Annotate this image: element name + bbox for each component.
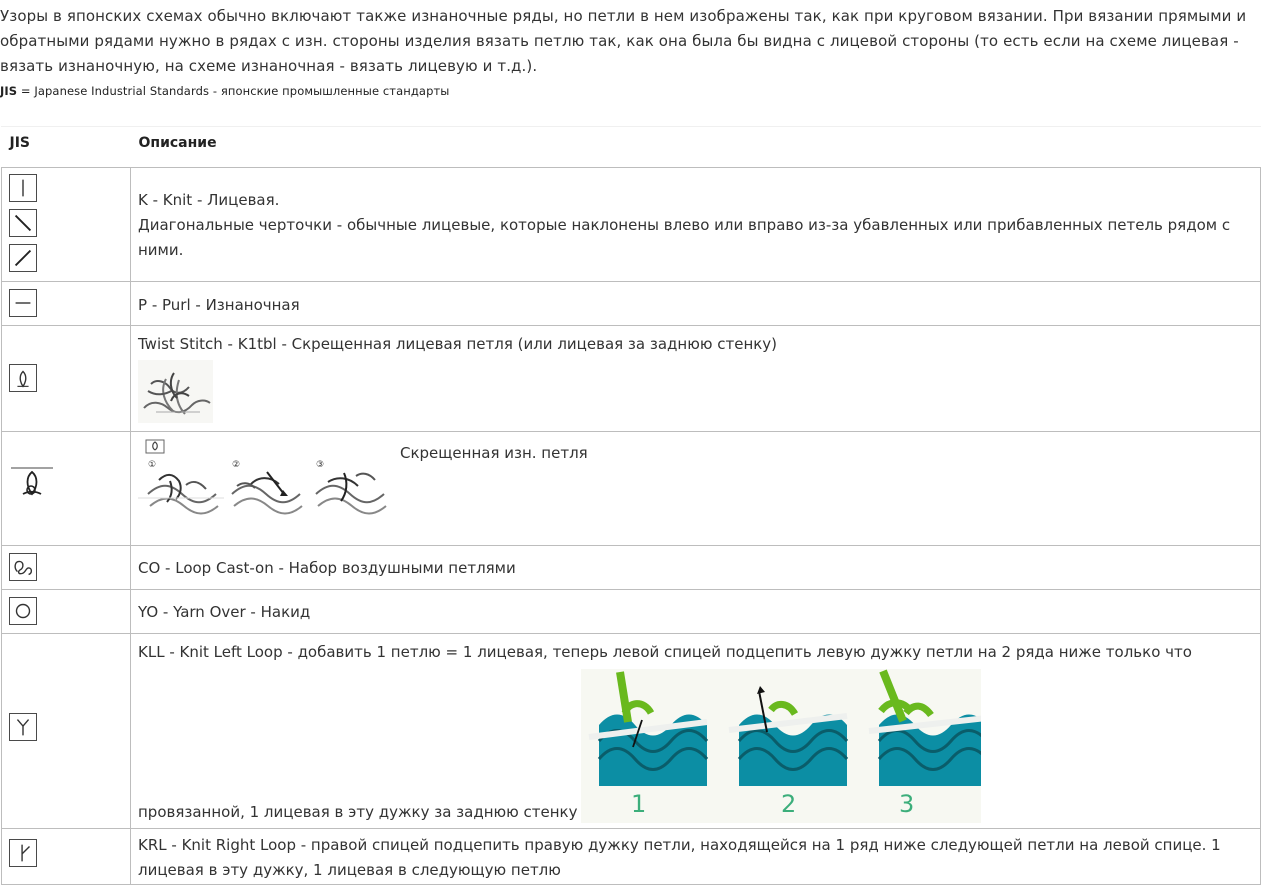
step-label-two: ②	[232, 460, 241, 470]
description-cell	[131, 590, 1261, 634]
step-number-three: 3	[899, 790, 915, 818]
jis-abbreviation: JIS	[0, 84, 18, 98]
table-row	[2, 326, 1261, 432]
jis-definition: = Japanese Industrial Standards - японские промышленные стандарты	[17, 84, 450, 98]
loop-cast-on-description: CO - Loop Cast-on - Набор воздушными петлями	[138, 559, 516, 577]
knit-left-loop-icon	[9, 713, 37, 741]
symbol-cell	[2, 590, 131, 634]
purl-icon	[9, 289, 37, 317]
knit-left-loop-layout	[138, 640, 1252, 825]
intro-paragraph: Узоры в японских схемах обычно включают также изнаночные ряды, но петли в нем изображены так, как при круговом вязании. При вязании прямыми и обратными рядами нужно в рядах с изн. стороны изделия вязать петлю так, как она была бы видна с лицевой стороны (то есть если на схеме лицевая - вязать изнаночную, на схеме изнаночная - вязать лицевую и т.д.).	[0, 7, 1247, 75]
description-cell	[131, 432, 1261, 546]
description-column-header: Описание	[131, 127, 1261, 168]
step-number-one: 1	[631, 790, 647, 818]
loop-cast-on-icon	[9, 553, 37, 581]
table-row	[2, 634, 1261, 829]
symbol-cell	[2, 634, 131, 829]
table-row	[2, 432, 1261, 546]
yarn-over-icon	[9, 597, 37, 625]
knit-right-loop-description: KRL - Knit Right Loop - правой спицей подцепить правую дужку петли, находящейся на 1 ряд ниже следующей петли на левой спице. 1 лицевая в эту дужку, 1 лицевая в следующую петлю	[138, 836, 1221, 879]
purl-twist-step-illustrations	[138, 438, 390, 528]
knit-left-loop-description-bottom: провязанной, 1 лицевая в эту дужку за заднюю стенку	[138, 803, 578, 821]
description-cell	[131, 634, 1261, 829]
purl-twist-description: Скрещенная изн. петля	[400, 444, 588, 462]
symbol-cell	[2, 546, 131, 590]
table-row	[2, 282, 1261, 326]
symbol-cell	[2, 432, 131, 546]
description-cell	[131, 546, 1261, 590]
knit-description: K - Knit - Лицевая.	[138, 191, 280, 209]
step-label-three: ③	[316, 460, 325, 470]
slanted-knit-description-continuation: ними.	[138, 241, 184, 259]
description-cell	[131, 829, 1261, 885]
table-row	[2, 168, 1261, 282]
table-row	[2, 829, 1261, 885]
symbol-cell	[2, 326, 131, 432]
symbol-cell	[2, 829, 131, 885]
intro-text	[0, 4, 1248, 100]
description-cell	[131, 168, 1261, 282]
twist-stitch-icon	[9, 364, 37, 392]
purl-twist-layout	[138, 438, 1252, 538]
knit-left-loop-step-illustrations	[581, 669, 981, 823]
table-header-row	[2, 127, 1261, 168]
table-row	[2, 590, 1261, 634]
purl-description: P - Purl - Изнаночная	[138, 296, 300, 314]
step-label-one: ①	[148, 460, 157, 470]
jis-note	[0, 82, 1248, 100]
twist-stitch-description: Twist Stitch - K1tbl - Скрещенная лицевая петля (или лицевая за заднюю стенку)	[138, 335, 778, 353]
description-cell	[131, 326, 1261, 432]
symbols-table	[1, 127, 1261, 885]
jis-column-header: JIS	[2, 127, 131, 168]
symbol-cell	[2, 282, 131, 326]
purl-twist-icon	[11, 464, 53, 500]
knit-right-loop-icon	[9, 839, 37, 867]
slanted-knit-description: Диагональные черточки - обычные лицевые, которые наклонены влево или вправо из-за убавленных или прибавленных петель рядом с	[138, 216, 1231, 234]
yarn-over-description: YO - Yarn Over - Накид	[138, 603, 311, 621]
symbols-table-wrapper	[1, 126, 1261, 885]
knit-right-slant-icon	[9, 244, 37, 272]
symbol-cell	[2, 168, 131, 282]
knit-vertical-icon	[9, 174, 37, 202]
knit-left-loop-description-top: KLL - Knit Left Loop - добавить 1 петлю = 1 лицевая, теперь левой спицей подцепить левую дужку петли на 2 ряда ниже только что	[138, 643, 1192, 661]
step-number-two: 2	[781, 790, 797, 818]
twist-stitch-illustration	[138, 360, 213, 423]
table-row	[2, 546, 1261, 590]
description-cell	[131, 282, 1261, 326]
knit-left-slant-icon	[9, 209, 37, 237]
